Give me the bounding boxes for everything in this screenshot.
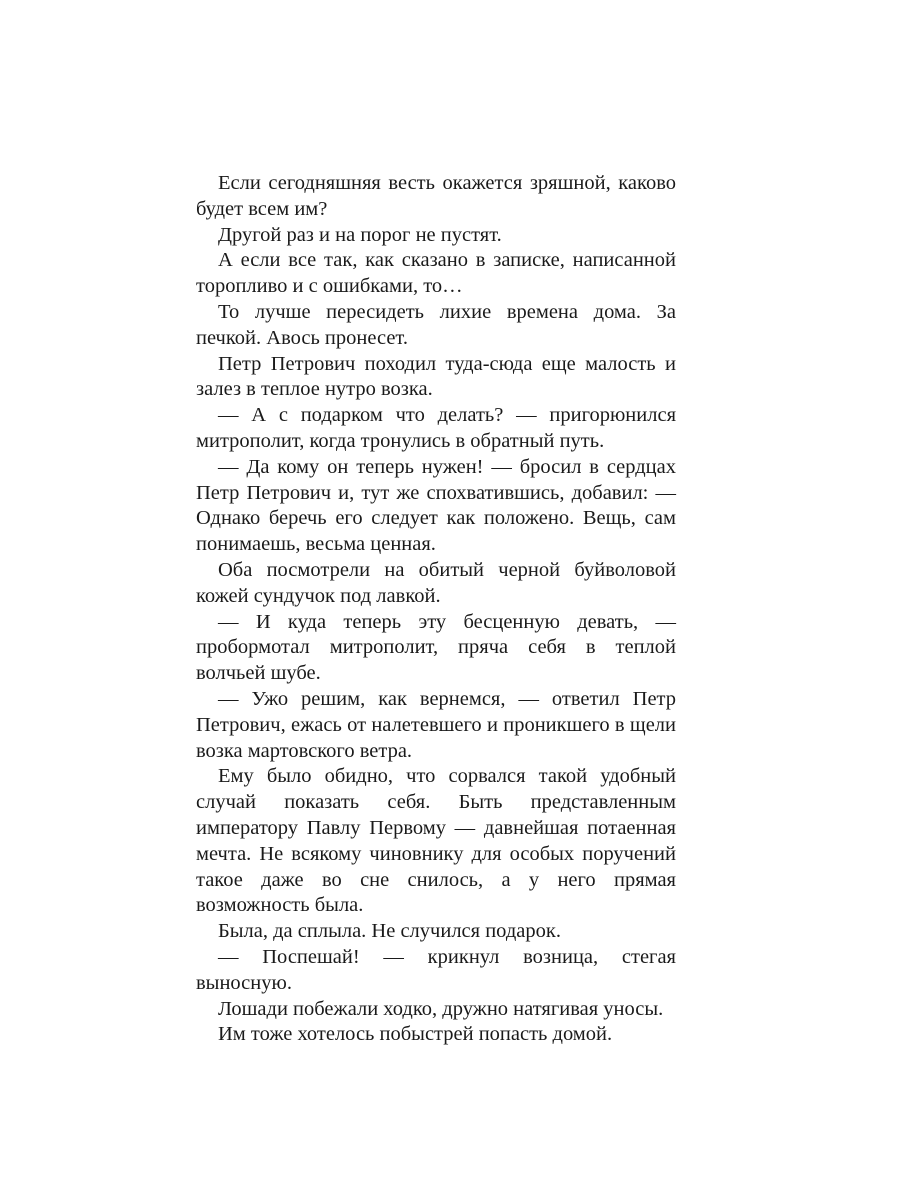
paragraph: — Да кому он теперь нужен! — бросил в сердцах Петр Петрович и, тут же спохватившись, добавил: — Однако беречь его следует как положено. Вещь, сам понимаешь, весьма ценная. — [196, 455, 676, 556]
paragraph: — Ужо решим, как вернемся, — ответил Петр Петрович, ежась от налетевшего и проникшего в щели возка мартовского ветра. — [196, 687, 676, 762]
paragraph: Петр Петрович походил туда-сюда еще малость и залез в теплое нутро возка. — [196, 352, 676, 401]
paragraph: — Поспешай! — крикнул возница, стегая выносную. — [196, 945, 676, 994]
paragraph: Им тоже хотелось побыстрей попасть домой. — [218, 1023, 613, 1046]
paragraph: Другой раз и на порог не пустят. — [218, 223, 502, 246]
page-text — [196, 171, 676, 1048]
paragraph: — А с подарком что делать? — пригорюнился митрополит, когда тронулись в обратный путь. — [196, 404, 676, 452]
paragraph: Оба посмотрели на обитый черной буйволовой кожей сундучок под лавкой. — [196, 558, 676, 607]
paragraph: Ему было обидно, что сорвался такой удобный случай показать себя. Быть представленным императору Павлу Первому — давнейшая потаенная мечта. Не всякому чиновнику для особых поручений такое даже во сне снилось, а у него прямая возможность была. — [196, 765, 676, 917]
paragraph: А если все так, как сказано в записке, написанной торопливо и с ошибками, то… — [196, 249, 676, 298]
paragraph: То лучше пересидеть лихие времена дома. За печкой. Авось пронесет. — [196, 300, 676, 349]
paragraph: Если сегодняшняя весть окажется зряшной, каково будет всем им? — [196, 172, 676, 220]
paragraph: — И куда теперь эту бесценную девать, — пробормотал митрополит, пряча себя в теплой волчьей шубе. — [196, 610, 676, 685]
paragraph: Лошади побежали ходко, дружно натягивая уносы. — [218, 997, 664, 1020]
paragraph: Была, да сплыла. Не случился подарок. — [218, 920, 561, 943]
